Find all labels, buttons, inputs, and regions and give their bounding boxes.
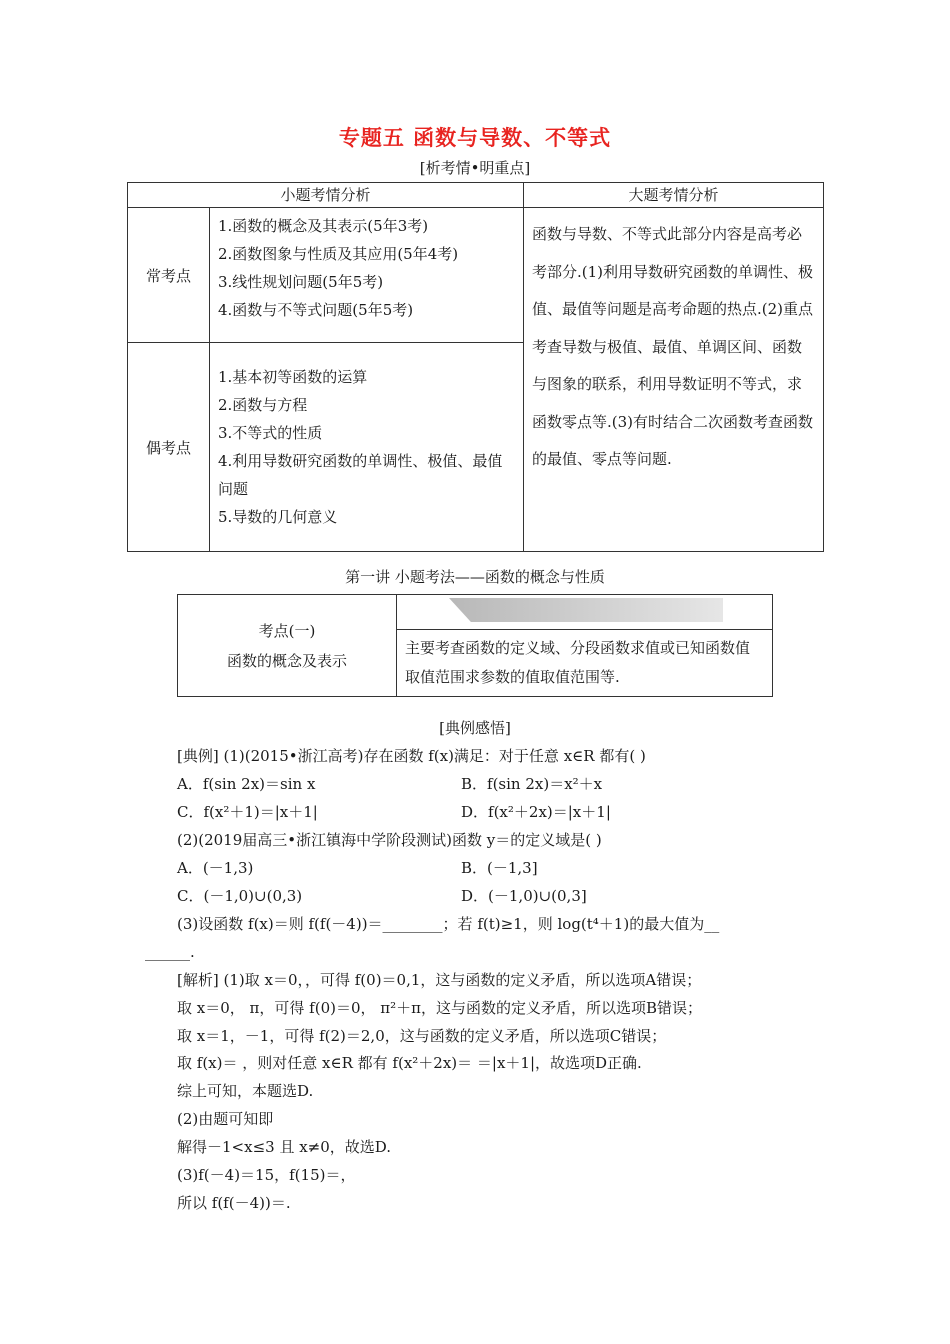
list-item: 4.利用导数研究函数的单调性、极值、最值问题	[218, 452, 503, 498]
example-line: [典例] (1)(2015•浙江高考)存在函数 f(x)满足：对于任意 x∈R 都有( )	[177, 747, 646, 765]
list-item: 5.导数的几何意义	[218, 508, 338, 526]
list-item: 3.不等式的性质	[218, 424, 323, 442]
solution-line: 取 x＝0， π，可得 f(0)＝0， π²＋π，这与函数的定义矛盾，所以选项B错误；	[177, 999, 703, 1017]
analysis-table	[127, 182, 824, 552]
list-item: 1.基本初等函数的运算	[218, 368, 368, 386]
row-label-frequent: 常考点	[128, 208, 210, 343]
col-header-small: 小题考情分析	[128, 183, 524, 208]
list-item: 4.函数与不等式问题(5年5考)	[218, 301, 414, 319]
option-c: C．(－1,0)∪(0,3)	[177, 887, 303, 905]
banner-shade	[449, 598, 723, 622]
frequent-points	[210, 208, 524, 343]
page-title: 专题五 函数与导数、不等式	[338, 125, 612, 150]
list-item: 2.函数图象与性质及其应用(5年4考)	[218, 245, 459, 263]
point-label	[178, 595, 397, 697]
example-line: (2)(2019届高三•浙江镇海中学阶段测试)函数 y＝的定义域是( )	[177, 831, 602, 849]
option-c: C．f(x²＋1)＝|x＋1|	[177, 803, 318, 821]
option-b: B．(－1,3]	[461, 859, 538, 877]
col-header-big: 大题考情分析	[524, 183, 824, 208]
point-table	[177, 594, 773, 697]
option-a: A．(－1,3)	[177, 859, 254, 877]
occasional-points	[210, 343, 524, 552]
solution-line: (3)f(－4)＝15，f(15)＝，	[177, 1166, 356, 1184]
lecture-title: 第一讲 小题考法——函数的概念与性质	[345, 568, 605, 586]
option-d: D．f(x²＋2x)＝|x＋1|	[461, 803, 611, 821]
example-line: (3)设函数 f(x)＝则 f(f(－4))＝________；若 f(t)≥1，则 log(t⁴＋1)的最大值为__	[177, 915, 720, 933]
solution-line: 综上可知，本题选D.	[177, 1082, 314, 1100]
row-label-occasional: 偶考点	[128, 343, 210, 552]
option-d: D．(－1,0)∪(0,3]	[461, 887, 587, 905]
solution-line: 所以 f(f(－4))＝.	[177, 1194, 291, 1212]
list-item: 2.函数与方程	[218, 396, 308, 414]
banner-decoration	[397, 595, 773, 630]
example-line: ______.	[145, 943, 195, 961]
point-label-2: 函数的概念及表示	[226, 651, 347, 670]
solution-line: (2)由题可知即	[177, 1110, 274, 1128]
big-analysis-text: 函数与导数、不等式此部分内容是高考必考部分.(1)利用导数研究函数的单调性、极值、最值等问题是高考命题的热点.(2)重点考查导数与极值、最值、单调区间、函数与图象的联系，利用导数证明不等式，求函数零点等.(3)有时结合二次函数考查函数的最值、零点等问题.	[524, 208, 824, 552]
section-title: [典例感悟]	[439, 719, 511, 737]
solution-line: 解得－1<x≤3 且 x≠0，故选D.	[177, 1138, 392, 1156]
page-subtitle: [析考情•明重点]	[419, 159, 531, 177]
list-item: 3.线性规划问题(5年5考)	[218, 273, 384, 291]
list-item: 1.函数的概念及其表示(5年3考)	[218, 217, 429, 235]
solution-line: [解析] (1)取 x＝0，，可得 f(0)＝0,1，这与函数的定义矛盾，所以选项A错误；	[177, 971, 702, 989]
option-a: A．f(sin 2x)＝sin x	[177, 775, 316, 793]
solution-line: 取 x＝1，－1，可得 f(2)＝2,0，这与函数的定义矛盾，所以选项C错误；	[177, 1027, 667, 1045]
option-b: B．f(sin 2x)＝x²＋x	[461, 775, 603, 793]
point-label-1: 考点(一)	[258, 621, 316, 640]
solution-line: 取 f(x)＝ ，则对任意 x∈R 都有 f(x²＋2x)＝ ＝|x＋1|，故选项D正确.	[177, 1054, 642, 1072]
point-description: 主要考查函数的定义域、分段函数求值或已知函数值取值范围求参数的值取值范围等.	[397, 630, 773, 697]
